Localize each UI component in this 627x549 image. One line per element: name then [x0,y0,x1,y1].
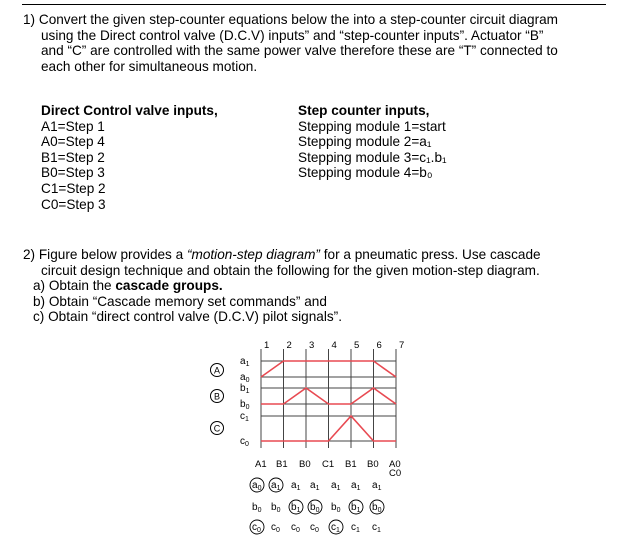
dcv-item: C0=Step 3 [41,196,106,212]
signal-label: $a_1$ [240,356,250,368]
actuator-a-label: A [213,365,221,376]
motion-label: B0 [367,459,379,470]
step-number: 7 [399,340,405,351]
q1-number: 1) [23,12,36,27]
signal-cell: $a_0$ [252,480,262,492]
signal-cell: $a_1$ [331,480,341,492]
signal-cell: $a_1$ [291,480,301,492]
motion-label: C1 [322,459,335,470]
signal-cell: $b_0$ [310,502,320,514]
signal-cell: $b_0$ [252,502,262,514]
sc-item: Stepping module 4=b₀ [298,165,433,181]
q2-quote: “motion-step diagram” [186,247,320,262]
signal-cell: $b_0$ [372,502,382,514]
q2-number: 2) [23,247,36,262]
actuator-c-label: C [213,423,221,434]
motion-label: A0 [389,459,401,470]
sc-heading: Step counter inputs, [298,103,430,118]
signal-cell: $a_1$ [351,480,361,492]
q2-line-2: circuit design technique and obtain the following for the given motion-step diagram. [41,262,540,278]
step-number: 2 [286,340,292,351]
signal-cell: $b_0$ [331,502,341,514]
q1-line-2: using the Direct control valve (D.C.V) inputs” and “step-counter inputs”. Actuator “B” [41,27,544,43]
step-number: 3 [309,340,315,351]
actuator-b-label: B [213,391,221,402]
signal-cell: $c_1$ [372,522,381,534]
signal-label: $c_0$ [240,436,249,448]
q2-item-a: a) Obtain the cascade groups. [33,278,223,294]
dcv-item: C1=Step 2 [41,180,106,196]
motion-label: A1 [255,459,267,470]
motion-label: B1 [345,459,357,470]
motion-label: B0 [299,459,311,470]
step-number: 6 [376,340,382,351]
q1-line-1: 1) Convert the given step-counter equations below the into a step-counter circuit diagram [23,12,558,27]
signal-label: $a_0$ [240,372,250,384]
q2-item-c: c) Obtain “direct control valve (D.C.V) pilot signals”. [33,309,342,325]
q1-line-4: each other for simultaneous motion. [41,58,258,74]
dcv-heading: Direct Control valve inputs, [41,103,218,118]
motion-label-extra: C0 [389,468,402,479]
dcv-item: B1=Step 2 [41,149,105,165]
signal-cell: $a_1$ [271,480,281,492]
sc-item: Stepping module 2=a₁ [298,134,432,150]
signal-label: $c_1$ [240,411,249,423]
signal-label: $b_0$ [240,399,250,411]
step-number: 1 [264,340,270,351]
dcv-item: A1=Step 1 [41,118,105,134]
q2-line-1: 2) Figure below provides a “motion-step diagram” for a pneumatic press. Use cascade [23,247,541,262]
motion-label: B1 [276,459,288,470]
signal-cell: $c_1$ [351,522,360,534]
sc-item: Stepping module 1=start [298,118,446,134]
dcv-item: B0=Step 3 [41,165,105,181]
signal-cell: $b_0$ [271,502,281,514]
q2-item-b: b) Obtain “Cascade memory set commands” and [33,293,327,309]
signal-cell: $c_0$ [310,522,319,534]
signal-cell: $c_1$ [331,522,340,534]
signal-cell: $c_0$ [291,522,300,534]
signal-cell: $b_1$ [291,502,301,514]
signal-cell: $a_1$ [372,480,382,492]
signal-cell: $b_1$ [351,502,361,514]
dcv-item: A0=Step 4 [41,134,105,150]
signal-label: $b_1$ [240,383,250,395]
signal-cell: $c_0$ [252,522,261,534]
signal-cell: $a_1$ [310,480,320,492]
signal-cell: $c_0$ [271,522,280,534]
sc-item: Stepping module 3=c₁.b₁ [298,149,447,165]
step-number: 4 [331,340,337,351]
q1-line-3: and “C” are controlled with the same power valve therefore these are “T” connected to [41,43,558,59]
step-number: 5 [354,340,360,351]
